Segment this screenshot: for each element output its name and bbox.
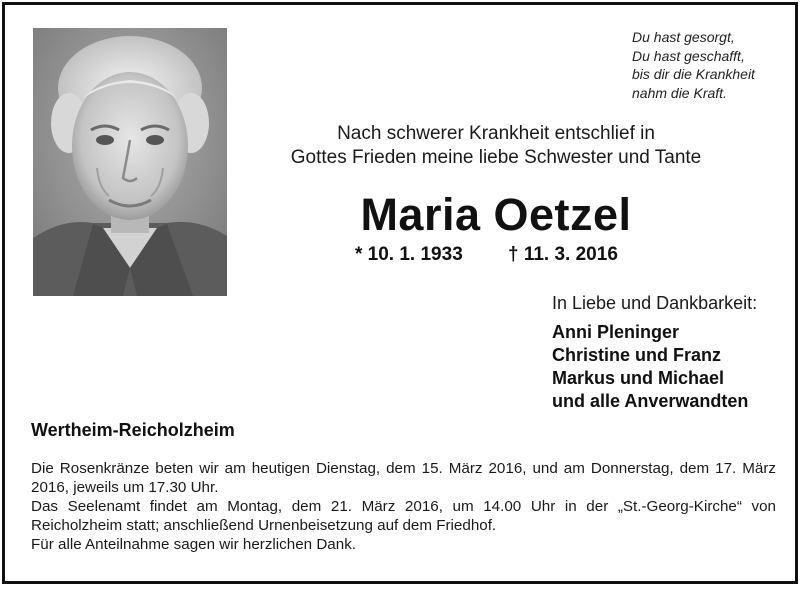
portrait-photo [33,28,227,296]
place-name: Wertheim-Reicholzheim [31,420,235,440]
portrait-image [33,28,227,296]
poem-line: Du hast geschafft, [632,47,745,64]
deceased-name: Maria Oetzel [360,189,632,240]
mourner-item: Markus und Michael [552,368,725,388]
death-date: † 11. 3. 2016 [508,244,618,265]
mourner-item: Christine und Franz [552,345,722,365]
poem-line: nahm die Kraft. [632,84,727,101]
poem [632,28,755,102]
intro-line-2: Gottes Frieden meine liebe Schwester und Tante [290,147,702,168]
poem-line: Du hast gesorgt, [632,29,735,45]
announcement-paragraph: Die Rosenkränze beten wir am heutigen Dienstag, dem 15. März 2016, und am Donnerstag, dem 17. März 2016, jeweils um 17.30 Uhr. [31,460,776,496]
poem-line: bis dir die Krankheit [632,66,755,82]
intro-line-1: Nach schwerer Krankheit entschlief in [337,123,655,144]
mourner-item: und alle Anverwandten [552,391,749,411]
mourner-item: Anni Pleninger [552,322,680,342]
intro-text [272,122,720,170]
announcement-paragraph: Das Seelenamt findet am Montag, dem 21. März 2016, um 14.00 Uhr in der „St.-Georg-Kirche“ von Reicholzheim statt; anschließend Urnenbeisetzung auf dem Friedhof. [31,498,776,534]
announcement-text [31,459,776,554]
announcement-paragraph: Für alle Anteilnahme sagen wir herzlichen Dank. [31,536,357,553]
mourners-list [552,321,748,413]
thanks-heading: In Liebe und Dankbarkeit: [552,293,758,313]
birth-date: * 10. 1. 1933 [355,244,463,265]
